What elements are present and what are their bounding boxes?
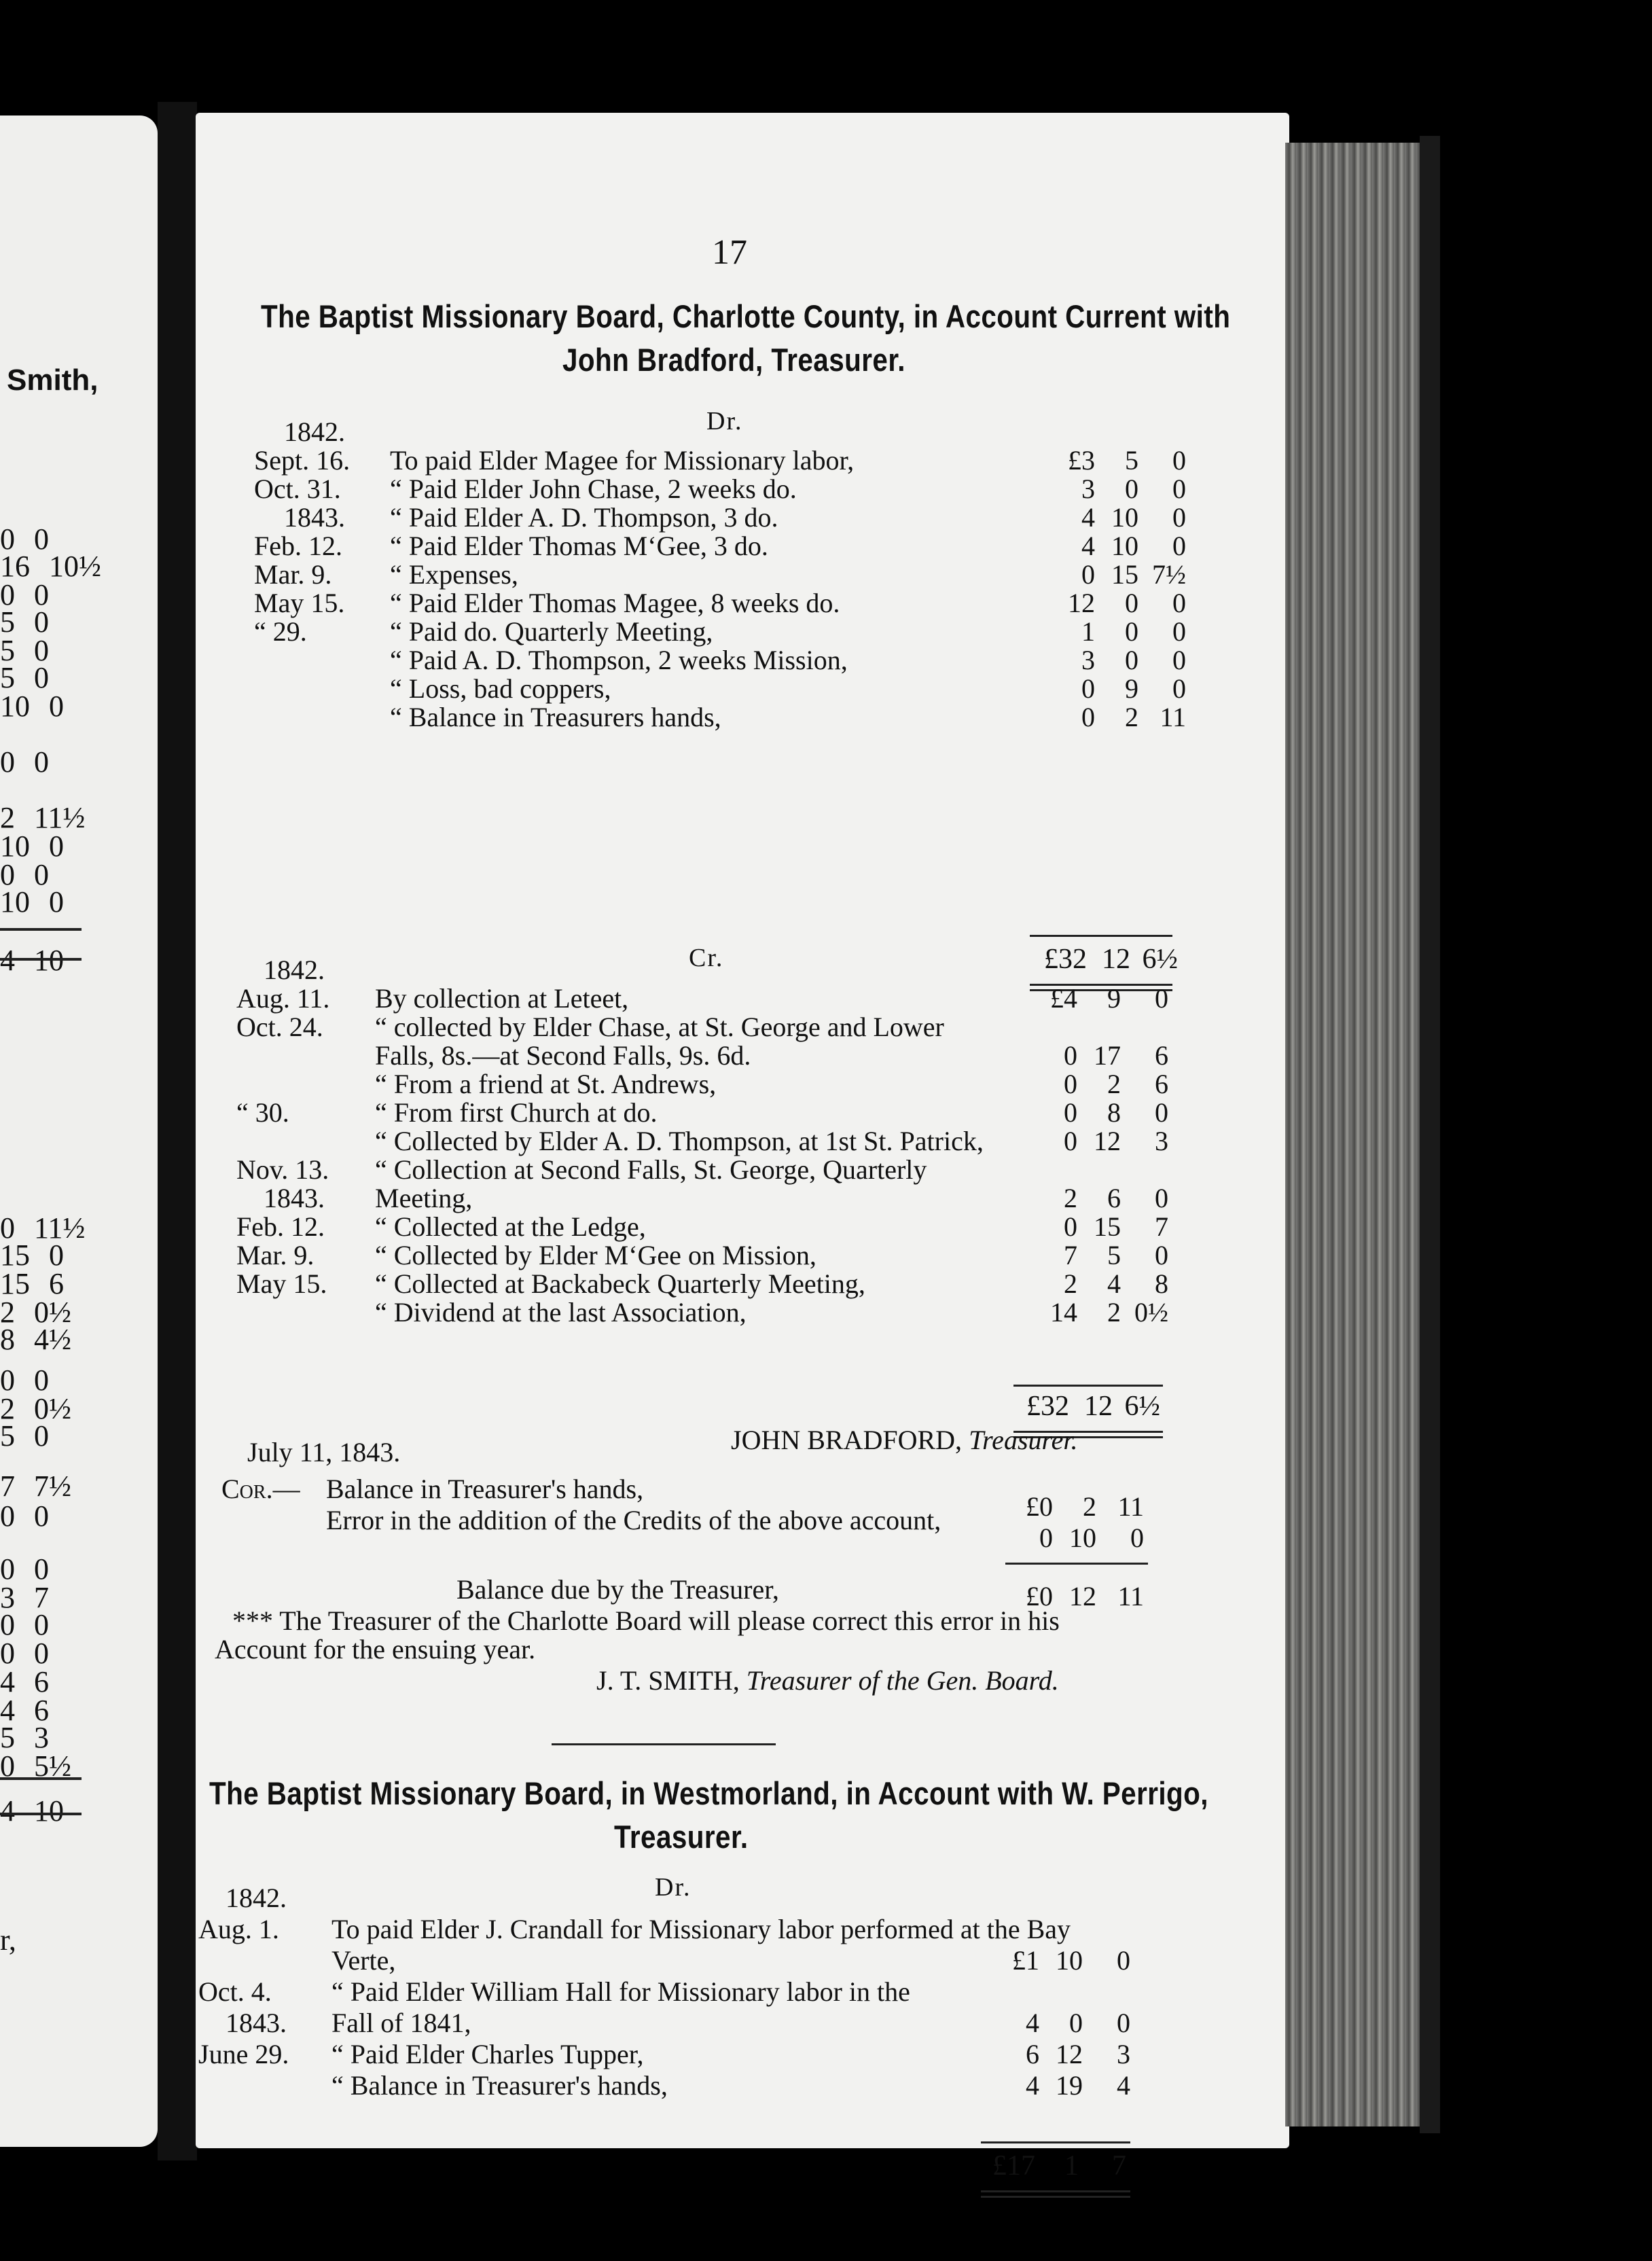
left-amount-part: 5 xyxy=(0,605,15,639)
row-amount xyxy=(1019,1296,1168,1328)
amount-part: 4 xyxy=(1026,2070,1039,2101)
left-amount-part: 0 xyxy=(0,1637,15,1670)
amount-part: 5 xyxy=(1107,1240,1121,1270)
left-amount-part: 6 xyxy=(34,1665,49,1698)
amount-part: 1 xyxy=(1081,616,1095,647)
correction-note-line1: *** The Treasurer of the Charlotte Board will please correct this error in his xyxy=(232,1605,1060,1636)
account1-title-line1: The Baptist Missionary Board, Charlotte County, in Account Current with xyxy=(261,298,1231,334)
account2-total-rule-bottom2 xyxy=(981,2196,1130,2198)
row-description: “ Collected at Backabeck Quarterly Meeting, xyxy=(375,1268,865,1299)
amount-part: 19 xyxy=(1056,2070,1083,2101)
amount-part: 0 xyxy=(1064,1069,1077,1099)
amount-part: 6 xyxy=(1155,1040,1168,1071)
amount-part: 6 xyxy=(1026,2039,1039,2069)
amount-part: 0 xyxy=(1172,474,1186,504)
amount-part: 0 xyxy=(1172,673,1186,704)
amount-part: £0 xyxy=(1026,1491,1053,1522)
amount-part: £4 xyxy=(1050,983,1077,1014)
amount-part: 3 xyxy=(1081,645,1095,675)
row-amount xyxy=(1037,644,1186,676)
row-description: “ Paid Elder Charles Tupper, xyxy=(331,2039,644,2069)
left-amount-part: 0 xyxy=(34,1364,49,1397)
row-amount xyxy=(1037,616,1186,647)
left-amount-part: 0 xyxy=(49,830,64,863)
amount-part: 3 xyxy=(1155,1126,1168,1156)
amount-part: 4 xyxy=(1107,1268,1121,1299)
balance-due-amount: £0 12 11 xyxy=(1026,1581,1144,1612)
left-amount-part: 0 xyxy=(0,1552,15,1586)
account1-credit-header: Cr. xyxy=(689,944,724,972)
amount-part: 0 xyxy=(1125,588,1138,618)
account1-credit-total: £32 12 6½ xyxy=(1026,1391,1160,1422)
amount-part: 0 xyxy=(1125,616,1138,647)
left-amount-part: 5 xyxy=(0,1721,15,1754)
left-amount-part: 7 xyxy=(34,1581,49,1614)
row-amount xyxy=(1019,1268,1168,1300)
row-description: “ Balance in Treasurer's hands, xyxy=(331,2070,668,2101)
amount-part: 11 xyxy=(1160,702,1186,732)
balance-due-desc: Balance due by the Treasurer, xyxy=(456,1574,779,1605)
account1-debit-total: £32 12 6½ xyxy=(1044,944,1178,975)
row-amount xyxy=(981,2069,1130,2101)
amount-part: 4 xyxy=(1117,2070,1130,2101)
left-amount-part: 4 xyxy=(0,1665,15,1698)
left-amount-part: 0 xyxy=(34,522,49,556)
row-description: “ From a friend at St. Andrews, xyxy=(375,1069,717,1099)
left-amount-part: 7 xyxy=(0,1470,15,1503)
row-description: Meeting, xyxy=(375,1183,473,1213)
amount-part: 12 xyxy=(1056,2039,1083,2069)
row-date: Nov. 13. xyxy=(236,1154,329,1185)
left-amount-part: 5 xyxy=(0,634,15,667)
amount-part: 12 xyxy=(1068,588,1095,618)
account2-total-rule-bottom xyxy=(981,2190,1130,2192)
amount-part: £1 xyxy=(1012,1945,1039,1976)
amount-part: 0 xyxy=(1081,673,1095,704)
row-date: Oct. 24. xyxy=(236,1012,323,1042)
credit-total-rule-top xyxy=(1013,1385,1163,1387)
left-amount-part: 0 xyxy=(34,661,49,694)
general-treasurer-signature: J. T. SMITH, Treasurer of the Gen. Board. xyxy=(596,1665,1059,1696)
left-amount-part: 0 xyxy=(34,1608,49,1641)
left-amount-part: 0 xyxy=(34,1419,49,1453)
left-amount-part: 10 xyxy=(0,885,30,919)
amount-part: 6 xyxy=(1107,1183,1121,1213)
left-amount-part: 0 xyxy=(0,1749,15,1783)
left-amount-row xyxy=(0,885,64,919)
left-amount-part: 16 xyxy=(0,550,30,583)
left-amount-part: 0 xyxy=(34,634,49,667)
row-description: Verte, xyxy=(331,1945,396,1976)
account2-title-line1: The Baptist Missionary Board, in Westmorland, in Account with W. Perrigo, xyxy=(209,1775,1208,1811)
row-description: “ Collected by Elder M‘Gee on Mission, xyxy=(375,1240,816,1270)
amount-part: 0 xyxy=(1155,983,1168,1014)
left-amount-part: 0½ xyxy=(34,1392,71,1425)
correction-note-line2: Account for the ensuing year. xyxy=(215,1634,536,1664)
amount-part: 0 xyxy=(1155,1183,1168,1213)
amount-part: 17 xyxy=(1094,1040,1121,1071)
amount-part: 0 xyxy=(1155,1240,1168,1270)
left-amount-part: 7½ xyxy=(34,1470,71,1503)
correction-amount xyxy=(994,1491,1144,1523)
row-date: “ 30. xyxy=(236,1097,289,1128)
amount-part: 2 xyxy=(1064,1268,1077,1299)
row-description: Falls, 8s.—at Second Falls, 9s. 6d. xyxy=(375,1040,751,1071)
row-date: Oct. 31. xyxy=(254,474,341,504)
amount-part: 0 xyxy=(1172,616,1186,647)
book-shadow xyxy=(1420,136,1440,2133)
left-page-footer-fragment: r, xyxy=(0,1923,16,1957)
row-amount xyxy=(1037,530,1186,562)
ledger-page xyxy=(196,113,1289,2182)
left-amount-part: 0 xyxy=(34,1637,49,1670)
row-date: Sept. 16. xyxy=(254,445,351,476)
left-amount-part: 10 xyxy=(0,830,30,863)
row-date: June 29. xyxy=(198,2039,289,2069)
row-amount xyxy=(1037,501,1186,533)
row-amount xyxy=(981,2038,1130,2070)
row-amount xyxy=(1019,1182,1168,1214)
row-description: “ Loss, bad coppers, xyxy=(390,673,611,704)
row-description: “ Paid Elder Thomas Magee, 8 weeks do. xyxy=(390,588,840,618)
amount-part: 0 xyxy=(1039,1523,1053,1553)
left-amount-part: 2 xyxy=(0,801,15,834)
left-amount-part: 4 xyxy=(0,944,15,977)
left-amount-row xyxy=(0,1419,49,1453)
left-amount-part: 0 xyxy=(49,690,64,723)
amount-part: 11 xyxy=(1117,1491,1144,1522)
row-amount xyxy=(1037,701,1186,733)
amount-part: £3 xyxy=(1068,445,1095,476)
row-year: 1842. xyxy=(284,416,345,447)
book-gutter xyxy=(158,102,197,2160)
left-amount-part: 10½ xyxy=(49,550,101,583)
left-amount-part: 8 xyxy=(0,1323,15,1356)
amount-part: 15 xyxy=(1111,559,1138,590)
left-amount-part: 10 xyxy=(34,1794,64,1828)
amount-part: 10 xyxy=(1111,502,1138,533)
left-amount-part: 0 xyxy=(34,578,49,611)
left-page-rule xyxy=(0,1813,82,1815)
amount-part: 6 xyxy=(1155,1069,1168,1099)
correction-label: Cor.— xyxy=(221,1474,300,1504)
amount-part: 0½ xyxy=(1134,1297,1168,1328)
row-description: To paid Elder Magee for Missionary labor, xyxy=(390,445,855,476)
left-amount-row xyxy=(0,1794,64,1828)
row-description: “ Paid Elder William Hall for Missionary labor in the xyxy=(331,1976,910,2007)
amount-part: 10 xyxy=(1111,531,1138,561)
row-description: “ Dividend at the last Association, xyxy=(375,1297,747,1328)
left-amount-part: 2 xyxy=(0,1392,15,1425)
row-description: “ From first Church at do. xyxy=(375,1097,658,1128)
left-amount-part: 10 xyxy=(34,944,64,977)
row-description: By collection at Leteet, xyxy=(375,983,629,1014)
row-amount xyxy=(1019,1097,1168,1128)
amount-part: 4 xyxy=(1081,531,1095,561)
amount-part: 0 xyxy=(1172,502,1186,533)
amount-part: 0 xyxy=(1117,2008,1130,2038)
row-description: “ Paid Elder A. D. Thompson, 3 do. xyxy=(390,502,778,533)
left-amount-part: 11½ xyxy=(34,1211,86,1245)
left-amount-part: 0½ xyxy=(34,1296,71,1329)
row-amount xyxy=(1037,473,1186,505)
left-amount-part: 0 xyxy=(0,522,15,556)
amount-part: 0 xyxy=(1117,1945,1130,1976)
left-amount-part: 0 xyxy=(0,745,15,779)
left-amount-row xyxy=(0,745,49,779)
row-year: 1842. xyxy=(264,955,325,985)
left-amount-part: 3 xyxy=(0,1581,15,1614)
amount-part: 10 xyxy=(1056,1945,1083,1976)
row-year: 1843. xyxy=(226,2008,287,2038)
row-date: Feb. 12. xyxy=(236,1211,325,1242)
amount-part: 0 xyxy=(1125,474,1138,504)
row-year: 1843. xyxy=(264,1183,325,1213)
left-amount-part: 5 xyxy=(0,661,15,694)
amount-part: 0 xyxy=(1155,1097,1168,1128)
row-description: “ Expenses, xyxy=(390,559,518,590)
left-page-rule xyxy=(0,958,82,961)
left-facing-page xyxy=(0,115,158,2147)
row-description: To paid Elder J. Crandall for Missionary labor performed at the Bay xyxy=(331,1914,1071,1944)
left-amount-part: 3 xyxy=(34,1721,49,1754)
left-amount-row xyxy=(0,689,64,724)
account2-total: £17 1 7 xyxy=(992,2150,1126,2182)
row-date: Aug. 1. xyxy=(198,1914,279,1944)
row-description: “ collected by Elder Chase, at St. George and Lower xyxy=(375,1012,944,1042)
left-amount-row xyxy=(0,1499,49,1533)
left-amount-part: 0 xyxy=(49,1239,64,1272)
left-amount-part: 5½ xyxy=(34,1749,71,1783)
row-description: “ Collection at Second Falls, St. George, Quarterly xyxy=(375,1154,927,1185)
amount-part: 0 xyxy=(1172,445,1186,476)
row-date: Aug. 11. xyxy=(236,983,330,1014)
left-amount-part: 0 xyxy=(49,885,64,919)
row-year: 1842. xyxy=(226,1883,287,1913)
amount-part: 0 xyxy=(1172,531,1186,561)
row-description: “ Balance in Treasurers hands, xyxy=(390,702,721,732)
row-year: 1843. xyxy=(284,502,345,533)
row-description: “ Collected at the Ledge, xyxy=(375,1211,646,1242)
row-date: Oct. 4. xyxy=(198,1976,272,2007)
row-amount xyxy=(981,1944,1130,1976)
amount-part: 0 xyxy=(1130,1523,1144,1553)
account2-title-line2: Treasurer. xyxy=(614,1819,749,1855)
amount-part: 7½ xyxy=(1152,559,1186,590)
amount-part: 2 xyxy=(1083,1491,1096,1522)
left-amount-part: 0 xyxy=(0,578,15,611)
left-page-rule xyxy=(0,1777,82,1780)
left-amount-part: 15 xyxy=(0,1239,30,1272)
amount-part: 3 xyxy=(1081,474,1095,504)
account2-total-rule xyxy=(981,2141,1130,2143)
amount-part: 0 xyxy=(1069,2008,1083,2038)
left-amount-part: 0 xyxy=(0,1608,15,1641)
section-divider xyxy=(552,1743,776,1745)
page-edges xyxy=(1285,143,1435,2126)
amount-part: 0 xyxy=(1081,702,1095,732)
amount-part: 0 xyxy=(1064,1097,1077,1128)
amount-part: 4 xyxy=(1081,502,1095,533)
left-amount-part: 0 xyxy=(34,858,49,891)
left-amount-part: 4 xyxy=(0,1694,15,1727)
amount-part: 14 xyxy=(1050,1297,1077,1328)
amount-part: 15 xyxy=(1094,1211,1121,1242)
left-amount-part: 5 xyxy=(0,1419,15,1453)
amount-part: 0 xyxy=(1064,1126,1077,1156)
left-amount-part: 4½ xyxy=(34,1323,71,1356)
debit-total-rule-top xyxy=(1030,935,1172,937)
row-amount xyxy=(1037,558,1186,590)
left-amount-part: 15 xyxy=(0,1267,30,1300)
row-description: “ Paid Elder Thomas M‘Gee, 3 do. xyxy=(390,531,768,561)
amount-part: 9 xyxy=(1107,983,1121,1014)
left-amount-part: 0 xyxy=(0,1499,15,1533)
left-amount-part: 0 xyxy=(0,1211,15,1245)
left-amount-part: 0 xyxy=(0,858,15,891)
left-amount-part: 4 xyxy=(0,1794,15,1828)
account1-signature: JOHN BRADFORD, Treasurer. xyxy=(731,1425,1078,1455)
row-amount xyxy=(1037,587,1186,619)
amount-part: 2 xyxy=(1107,1297,1121,1328)
amount-part: 3 xyxy=(1117,2039,1130,2069)
amount-part: 10 xyxy=(1069,1523,1096,1553)
amount-part: 9 xyxy=(1125,673,1138,704)
amount-part: 5 xyxy=(1125,445,1138,476)
row-amount xyxy=(1019,1039,1168,1071)
row-amount xyxy=(1037,444,1186,476)
row-amount xyxy=(1019,1239,1168,1271)
left-page-rule xyxy=(0,928,82,931)
left-amount-part: 0 xyxy=(34,745,49,779)
left-amount-part: 0 xyxy=(0,1364,15,1397)
row-date: Mar. 9. xyxy=(236,1240,315,1270)
account1-debit-header: Dr. xyxy=(706,407,743,435)
account2-debit-header: Dr. xyxy=(655,1873,692,1902)
left-amount-part: 0 xyxy=(34,605,49,639)
page-number: 17 xyxy=(712,233,747,272)
row-description: “ Paid do. Quarterly Meeting, xyxy=(390,616,713,647)
left-amount-part: 0 xyxy=(34,1499,49,1533)
row-description: “ Collected by Elder A. D. Thompson, at 1st St. Patrick, xyxy=(375,1126,984,1156)
amount-part: 0 xyxy=(1081,559,1095,590)
row-description: Fall of 1841, xyxy=(331,2008,471,2038)
row-description: “ Paid A. D. Thompson, 2 weeks Mission, xyxy=(390,645,848,675)
correction-rule xyxy=(1005,1563,1148,1565)
amount-part: 0 xyxy=(1172,645,1186,675)
left-amount-part: 2 xyxy=(0,1296,15,1329)
amount-part: 2 xyxy=(1064,1183,1077,1213)
amount-part: 7 xyxy=(1064,1240,1077,1270)
left-page-header-fragment: Smith, xyxy=(7,363,98,397)
row-amount xyxy=(1019,1068,1168,1100)
amount-part: 2 xyxy=(1125,702,1138,732)
row-date: Mar. 9. xyxy=(254,559,332,590)
amount-part: 12 xyxy=(1094,1126,1121,1156)
left-amount-part: 6 xyxy=(49,1267,64,1300)
amount-part: 0 xyxy=(1064,1040,1077,1071)
amount-part: 0 xyxy=(1125,645,1138,675)
row-amount xyxy=(1037,673,1186,705)
row-amount xyxy=(1019,982,1168,1014)
row-description: “ Paid Elder John Chase, 2 weeks do. xyxy=(390,474,797,504)
row-date: Feb. 12. xyxy=(254,531,342,561)
amount-part: 7 xyxy=(1155,1211,1168,1242)
left-amount-part: 0 xyxy=(34,1552,49,1586)
account1-title-line2: John Bradford, Treasurer. xyxy=(562,342,905,378)
left-amount-part: 11½ xyxy=(34,801,86,834)
amount-part: 2 xyxy=(1107,1069,1121,1099)
left-amount-part: 6 xyxy=(34,1694,49,1727)
amount-part: 0 xyxy=(1064,1211,1077,1242)
correction-desc: Error in the addition of the Credits of the above account, xyxy=(326,1505,941,1535)
row-date: “ 29. xyxy=(254,616,307,647)
amount-part: 0 xyxy=(1172,588,1186,618)
account1-sign-date: July 11, 1843. xyxy=(247,1437,401,1467)
left-amount-row xyxy=(0,1322,71,1357)
amount-part: 8 xyxy=(1155,1268,1168,1299)
row-amount xyxy=(1019,1125,1168,1157)
amount-part: 4 xyxy=(1026,2008,1039,2038)
row-date: May 15. xyxy=(254,588,345,618)
correction-amount xyxy=(994,1522,1144,1554)
row-amount xyxy=(981,2007,1130,2039)
correction-desc: Balance in Treasurer's hands, xyxy=(326,1474,644,1504)
row-date: May 15. xyxy=(236,1268,327,1299)
amount-part: 8 xyxy=(1107,1097,1121,1128)
left-amount-part: 10 xyxy=(0,690,30,723)
row-amount xyxy=(1019,1211,1168,1243)
